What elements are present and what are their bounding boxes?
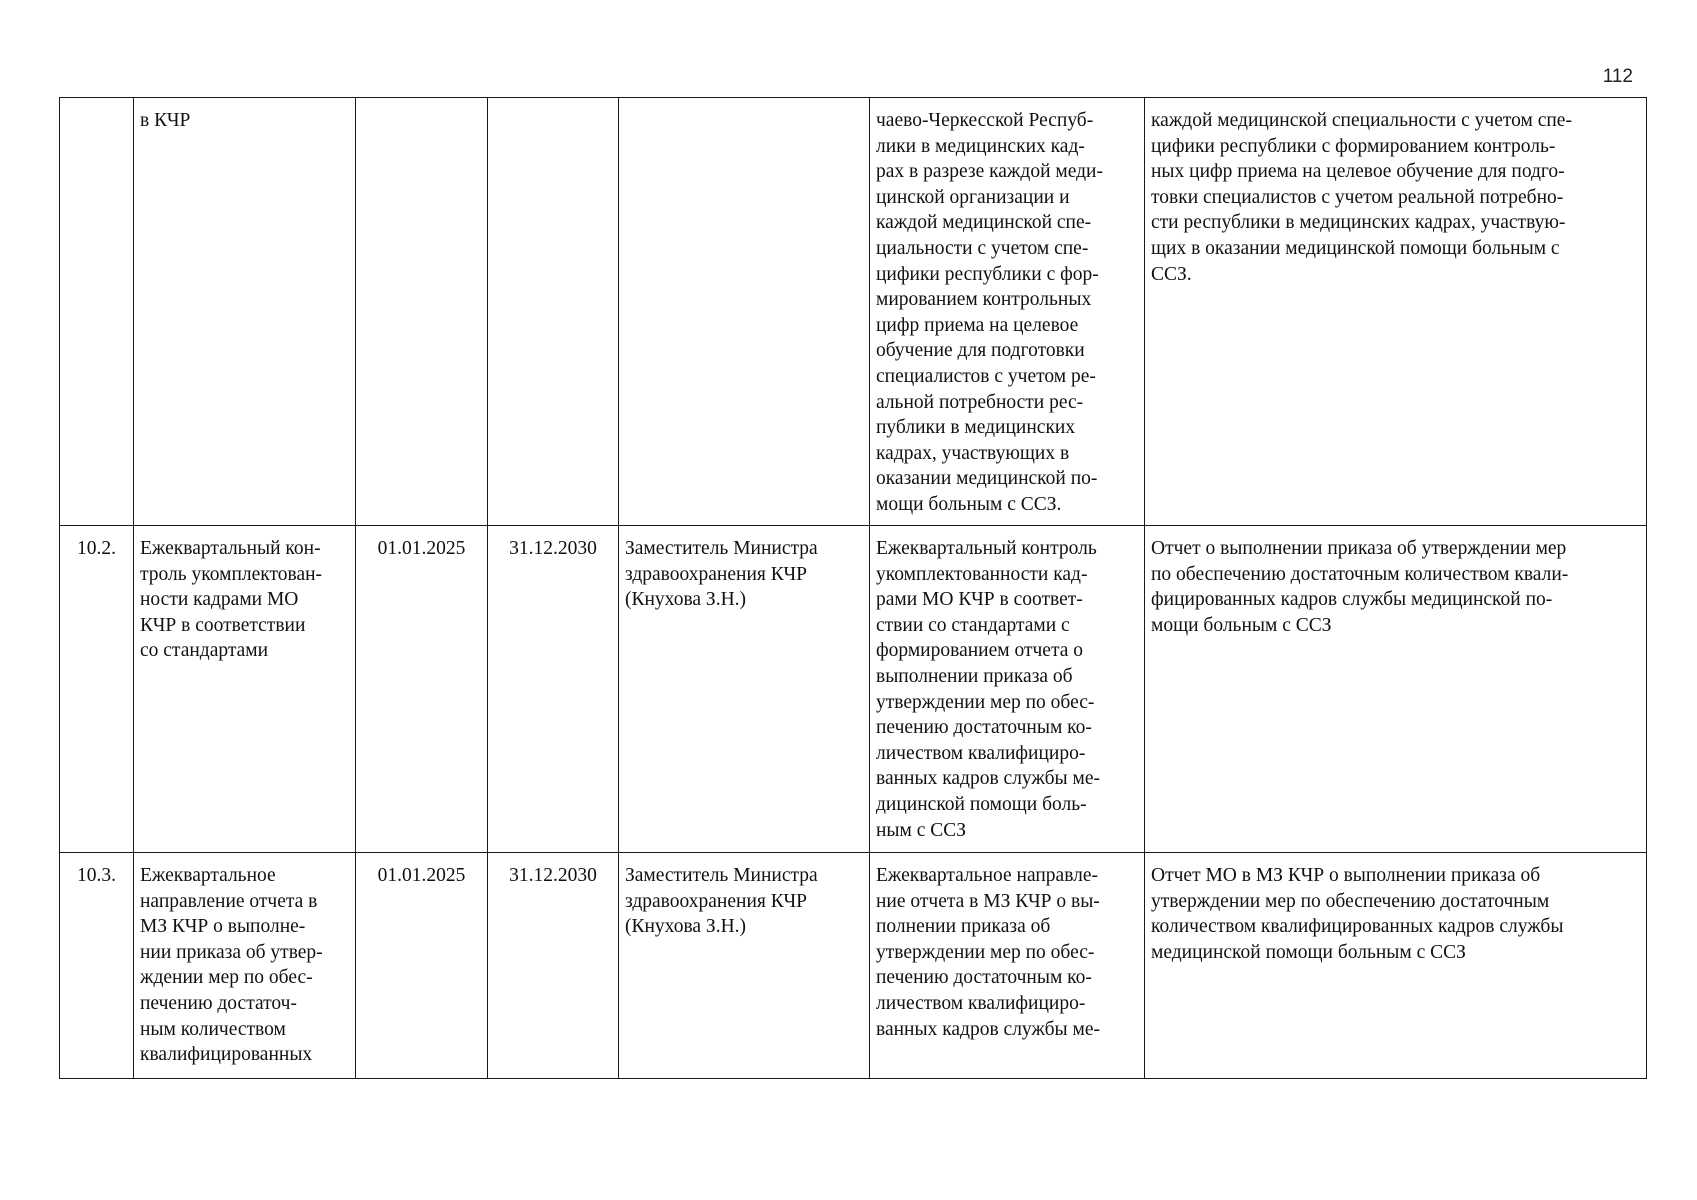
table-row [60,526,1647,853]
row-number [60,98,134,526]
end-date-text: 31.12.2030 [509,538,597,559]
measure-name-text: Ежеквартальный кон- троль укомплектован- ности кадрами МО КЧР в соответствии со стандартами [140,538,323,662]
measure-name [134,98,356,526]
result-text: каждой медицинской специальности с учетом спе- цифики республики с формированием контроль- ных цифр приема на целевое обучение для подго- товки специалистов с учетом реальной потребно- сти республики в медицинских кадрах, участвую- щих в оказании медицинской помощи больным с ССЗ. [1151,110,1572,285]
measure-name [134,853,356,1079]
end-date [488,853,619,1079]
start-date-text: 01.01.2025 [377,538,466,559]
row-number-text: 10.3. [77,865,116,886]
result-text: Отчет о выполнении приказа об утверждении мер по обеспечению достаточным количеством квали- фицированных кадров службы медицинской по- мощи больным с ССЗ [1151,538,1569,636]
description-text: Ежеквартальное направле- ние отчета в МЗ КЧР о вы- полнении приказа об утверждении мер по обес- печению достаточным ко- личеством квалифициро- ванных кадров службы ме- [876,865,1101,1040]
row-number [60,526,134,853]
responsible [619,853,870,1079]
responsible [619,98,870,526]
result-text: Отчет МО в МЗ КЧР о выполнении приказа об утверждении мер по обеспечению достаточным количеством квалифицированных кадров службы медицинской помощи больным с ССЗ [1151,865,1564,963]
page-number: 112 [1602,66,1633,87]
start-date [356,853,488,1079]
measure-name [134,526,356,853]
measure-name-text: Ежеквартальное направление отчета в МЗ КЧР о выполне- нии приказа об утвер- ждении мер по обес- печению достаточ- ным количеством квалифицированных [140,865,323,1066]
start-date-text: 01.01.2025 [377,865,466,886]
end-date [488,526,619,853]
start-date [356,526,488,853]
responsible [619,526,870,853]
responsible-text: Заместитель Министра здравоохранения КЧР (Кнухова З.Н.) [625,865,818,938]
measure-name-text: в КЧР [140,110,191,131]
end-date-text: 31.12.2030 [509,865,597,886]
row-number [60,853,134,1079]
description-text: чаево-Черкесской Респуб- лики в медицинских кад- рах в разрезе каждой меди- цинской организации и каждой медицинской спе- циальности с учетом спе- цифики республики с фор- мированием контрольных цифр приема на целевое обучение для подготовки специалистов с учетом ре- альной потребности рес- публики в медицинских кадрах, участвующих в оказании медицинской по- мощи больным с ССЗ. [876,110,1103,515]
table-row [60,98,1647,526]
row-number-text: 10.2. [77,538,116,559]
measures-table [59,97,1647,1079]
description-text: Ежеквартальный контроль укомплектованности кад- рами МО КЧР в соответ- ствии со стандартами с формированием отчета о выполнении приказа об утверждении мер по обес- печению достаточным ко- личеством квалифициро- ванных кадров службы ме- дицинской помощи боль- ным с ССЗ [876,538,1101,841]
start-date [356,98,488,526]
result [1145,526,1647,853]
table-row [60,853,1647,1079]
end-date [488,98,619,526]
result [1145,853,1647,1079]
result [1145,98,1647,526]
description [870,98,1145,526]
description [870,526,1145,853]
responsible-text: Заместитель Министра здравоохранения КЧР (Кнухова З.Н.) [625,538,818,611]
description [870,853,1145,1079]
